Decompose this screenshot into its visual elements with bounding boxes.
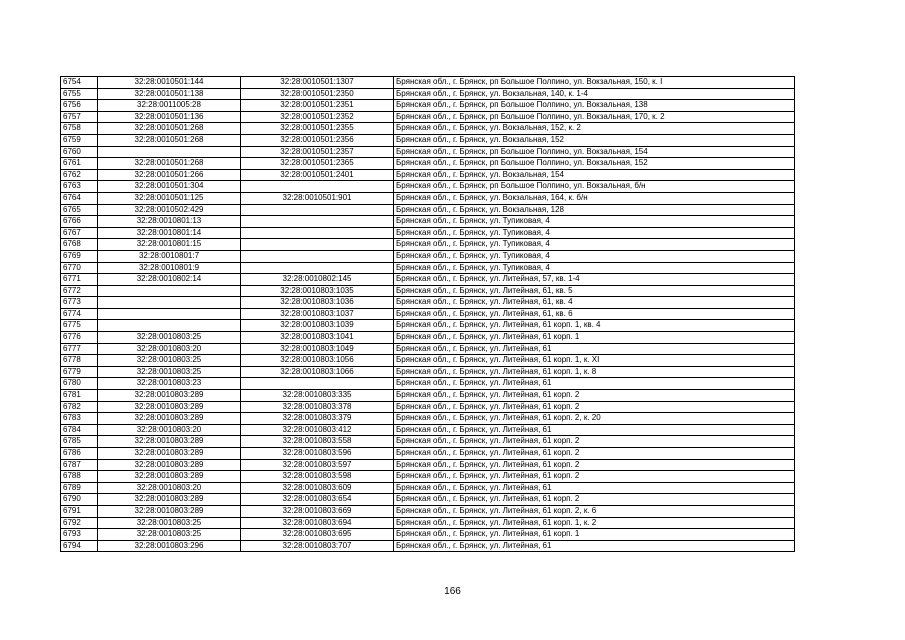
land-cadastral-number-cell: 32:28:0010803:289: [98, 413, 241, 425]
land-cadastral-number-cell: 32:28:0010801:15: [98, 239, 241, 251]
object-cadastral-number-cell: 32:28:0010803:412: [241, 424, 394, 436]
land-cadastral-number-cell: 32:28:0010801:7: [98, 250, 241, 262]
row-number-cell: 6783: [61, 413, 98, 425]
land-cadastral-number-cell: 32:28:0010803:296: [98, 540, 241, 552]
land-cadastral-number-cell: 32:28:0010803:25: [98, 366, 241, 378]
table-row: [61, 146, 795, 158]
table-row: [61, 297, 795, 309]
land-cadastral-number-cell: 32:28:0010501:268: [98, 123, 241, 135]
address-cell: Брянская обл., г. Брянск, рп Большое Полпино, ул. Вокзальная, 138: [394, 100, 795, 112]
row-number-cell: 6758: [61, 123, 98, 135]
land-cadastral-number-cell: 32:28:0010501:144: [98, 77, 241, 89]
row-number-cell: 6755: [61, 88, 98, 100]
row-number-cell: 6778: [61, 355, 98, 367]
land-cadastral-number-cell: 32:28:0010801:14: [98, 227, 241, 239]
land-cadastral-number-cell: 32:28:0010801:9: [98, 262, 241, 274]
row-number-cell: 6791: [61, 505, 98, 517]
address-cell: Брянская обл., г. Брянск, ул. Литейная, 61, кв. 5: [394, 285, 795, 297]
land-cadastral-number-cell: 32:28:0010501:136: [98, 111, 241, 123]
land-cadastral-number-cell: 32:28:0010501:304: [98, 181, 241, 193]
object-cadastral-number-cell: 32:28:0010803:1041: [241, 332, 394, 344]
object-cadastral-number-cell: 32:28:0010501:901: [241, 192, 394, 204]
table-row: [61, 320, 795, 332]
row-number-cell: 6762: [61, 169, 98, 181]
address-cell: Брянская обл., г. Брянск, ул. Литейная, 61 корп. 1: [394, 529, 795, 541]
land-cadastral-number-cell: 32:28:0010803:289: [98, 494, 241, 506]
row-number-cell: 6766: [61, 216, 98, 228]
row-number-cell: 6771: [61, 274, 98, 286]
address-cell: Брянская обл., г. Брянск, рп Большое Полпино, ул. Вокзальная, 170, к. 2: [394, 111, 795, 123]
row-number-cell: 6757: [61, 111, 98, 123]
row-number-cell: 6759: [61, 134, 98, 146]
land-cadastral-number-cell: 32:28:0010803:289: [98, 448, 241, 460]
object-cadastral-number-cell: 32:28:0010803:695: [241, 529, 394, 541]
object-cadastral-number-cell: 32:28:0010803:1035: [241, 285, 394, 297]
land-cadastral-number-cell: [98, 297, 241, 309]
address-cell: Брянская обл., г. Брянск, ул. Тупиковая, 4: [394, 262, 795, 274]
land-cadastral-number-cell: 32:28:0010501:138: [98, 88, 241, 100]
table-row: [61, 134, 795, 146]
land-cadastral-number-cell: [98, 285, 241, 297]
address-cell: Брянская обл., г. Брянск, ул. Литейная, 61 корп. 1, к. 8: [394, 366, 795, 378]
address-cell: Брянская обл., г. Брянск, ул. Литейная, 61 корп. 2: [394, 401, 795, 413]
table-row: [61, 494, 795, 506]
land-cadastral-number-cell: 32:28:0010803:23: [98, 378, 241, 390]
row-number-cell: 6794: [61, 540, 98, 552]
address-cell: Брянская обл., г. Брянск, ул. Тупиковая, 4: [394, 250, 795, 262]
table-row: [61, 517, 795, 529]
land-cadastral-number-cell: 32:28:0011005:28: [98, 100, 241, 112]
address-cell: Брянская обл., г. Брянск, ул. Литейная, 61, кв. 6: [394, 308, 795, 320]
row-number-cell: 6777: [61, 343, 98, 355]
address-cell: Брянская обл., г. Брянск, ул. Литейная, 61 корп. 2, к. 6: [394, 505, 795, 517]
row-number-cell: 6774: [61, 308, 98, 320]
table-row: [61, 227, 795, 239]
address-cell: Брянская обл., г. Брянск, ул. Тупиковая, 4: [394, 239, 795, 251]
table-row: [61, 482, 795, 494]
land-cadastral-number-cell: [98, 146, 241, 158]
object-cadastral-number-cell: [241, 239, 394, 251]
row-number-cell: 6763: [61, 181, 98, 193]
land-cadastral-number-cell: 32:28:0010803:25: [98, 332, 241, 344]
land-cadastral-number-cell: 32:28:0010801:13: [98, 216, 241, 228]
row-number-cell: 6780: [61, 378, 98, 390]
row-number-cell: 6776: [61, 332, 98, 344]
object-cadastral-number-cell: 32:28:0010803:1037: [241, 308, 394, 320]
table-row: [61, 88, 795, 100]
address-cell: Брянская обл., г. Брянск, рп Большое Полпино, ул. Вокзальная, 152: [394, 158, 795, 170]
table-row: [61, 378, 795, 390]
table-row: [61, 77, 795, 89]
address-cell: Брянская обл., г. Брянск, ул. Вокзальная, 128: [394, 204, 795, 216]
table-row: [61, 390, 795, 402]
row-number-cell: 6764: [61, 192, 98, 204]
object-cadastral-number-cell: 32:28:0010803:1036: [241, 297, 394, 309]
land-cadastral-number-cell: 32:28:0010803:289: [98, 436, 241, 448]
land-cadastral-number-cell: 32:28:0010803:289: [98, 390, 241, 402]
object-cadastral-number-cell: 32:28:0010802:145: [241, 274, 394, 286]
table-row: [61, 540, 795, 552]
row-number-cell: 6768: [61, 239, 98, 251]
address-cell: Брянская обл., г. Брянск, ул. Тупиковая, 4: [394, 227, 795, 239]
table-row: [61, 343, 795, 355]
row-number-cell: 6761: [61, 158, 98, 170]
land-cadastral-number-cell: 32:28:0010803:25: [98, 529, 241, 541]
row-number-cell: 6765: [61, 204, 98, 216]
address-cell: Брянская обл., г. Брянск, ул. Вокзальная, 152: [394, 134, 795, 146]
object-cadastral-number-cell: 32:28:0010803:1066: [241, 366, 394, 378]
land-cadastral-number-cell: 32:28:0010802:14: [98, 274, 241, 286]
address-cell: Брянская обл., г. Брянск, рп Большое Полпино, ул. Вокзальная, б/н: [394, 181, 795, 193]
table-row: [61, 181, 795, 193]
object-cadastral-number-cell: 32:28:0010501:2365: [241, 158, 394, 170]
table-row: [61, 216, 795, 228]
object-cadastral-number-cell: 32:28:0010501:1307: [241, 77, 394, 89]
table-row: [61, 355, 795, 367]
row-number-cell: 6793: [61, 529, 98, 541]
table-row: [61, 100, 795, 112]
object-cadastral-number-cell: 32:28:0010803:694: [241, 517, 394, 529]
land-cadastral-number-cell: [98, 308, 241, 320]
object-cadastral-number-cell: [241, 181, 394, 193]
table-row: [61, 413, 795, 425]
table-row: [61, 308, 795, 320]
object-cadastral-number-cell: 32:28:0010803:1039: [241, 320, 394, 332]
row-number-cell: 6756: [61, 100, 98, 112]
address-cell: Брянская обл., г. Брянск, ул. Вокзальная, 164, к. б/н: [394, 192, 795, 204]
address-cell: Брянская обл., г. Брянск, ул. Литейная, 61 корп. 2: [394, 459, 795, 471]
object-cadastral-number-cell: 32:28:0010803:378: [241, 401, 394, 413]
row-number-cell: 6787: [61, 459, 98, 471]
object-cadastral-number-cell: [241, 216, 394, 228]
table-row: [61, 158, 795, 170]
table-row: [61, 111, 795, 123]
land-cadastral-number-cell: [98, 320, 241, 332]
row-number-cell: 6773: [61, 297, 98, 309]
object-cadastral-number-cell: 32:28:0010501:2351: [241, 100, 394, 112]
table-row: [61, 123, 795, 135]
object-cadastral-number-cell: 32:28:0010803:598: [241, 471, 394, 483]
land-cadastral-number-cell: 32:28:0010803:20: [98, 343, 241, 355]
object-cadastral-number-cell: 32:28:0010501:2350: [241, 88, 394, 100]
row-number-cell: 6789: [61, 482, 98, 494]
row-number-cell: 6772: [61, 285, 98, 297]
address-cell: Брянская обл., г. Брянск, ул. Вокзальная, 152, к. 2: [394, 123, 795, 135]
row-number-cell: 6767: [61, 227, 98, 239]
address-cell: Брянская обл., г. Брянск, рп Большое Полпино, ул. Вокзальная, 150, к. I: [394, 77, 795, 89]
table-row: [61, 424, 795, 436]
object-cadastral-number-cell: 32:28:0010803:558: [241, 436, 394, 448]
address-cell: Брянская обл., г. Брянск, ул. Литейная, 61 корп. 2: [394, 494, 795, 506]
address-cell: Брянская обл., г. Брянск, ул. Литейная, 61: [394, 343, 795, 355]
row-number-cell: 6788: [61, 471, 98, 483]
land-cadastral-number-cell: 32:28:0010803:25: [98, 355, 241, 367]
address-cell: Брянская обл., г. Брянск, ул. Литейная, 61 корп. 1, к. XI: [394, 355, 795, 367]
row-number-cell: 6790: [61, 494, 98, 506]
land-cadastral-number-cell: 32:28:0010501:268: [98, 134, 241, 146]
object-cadastral-number-cell: 32:28:0010803:707: [241, 540, 394, 552]
land-cadastral-number-cell: 32:28:0010501:268: [98, 158, 241, 170]
object-cadastral-number-cell: [241, 250, 394, 262]
object-cadastral-number-cell: 32:28:0010501:2357: [241, 146, 394, 158]
address-cell: Брянская обл., г. Брянск, ул. Литейная, 61 корп. 2, к. 20: [394, 413, 795, 425]
cadastral-registry-table: [60, 76, 795, 552]
table-row: [61, 529, 795, 541]
row-number-cell: 6769: [61, 250, 98, 262]
object-cadastral-number-cell: 32:28:0010501:2401: [241, 169, 394, 181]
address-cell: Брянская обл., г. Брянск, ул. Литейная, 61 корп. 2: [394, 471, 795, 483]
table-row: [61, 239, 795, 251]
address-cell: Брянская обл., г. Брянск, ул. Литейная, 61 корп. 2: [394, 448, 795, 460]
object-cadastral-number-cell: 32:28:0010501:2355: [241, 123, 394, 135]
address-cell: Брянская обл., г. Брянск, ул. Литейная, 57, кв. 1-4: [394, 274, 795, 286]
land-cadastral-number-cell: 32:28:0010803:25: [98, 517, 241, 529]
land-cadastral-number-cell: 32:28:0010803:289: [98, 401, 241, 413]
object-cadastral-number-cell: 32:28:0010501:2356: [241, 134, 394, 146]
table-row: [61, 192, 795, 204]
land-cadastral-number-cell: 32:28:0010501:125: [98, 192, 241, 204]
object-cadastral-number-cell: 32:28:0010803:609: [241, 482, 394, 494]
table-row: [61, 250, 795, 262]
land-cadastral-number-cell: 32:28:0010803:289: [98, 505, 241, 517]
object-cadastral-number-cell: 32:28:0010803:597: [241, 459, 394, 471]
row-number-cell: 6785: [61, 436, 98, 448]
address-cell: Брянская обл., г. Брянск, ул. Вокзальная, 140, к. 1-4: [394, 88, 795, 100]
object-cadastral-number-cell: 32:28:0010803:654: [241, 494, 394, 506]
table-row: [61, 285, 795, 297]
row-number-cell: 6784: [61, 424, 98, 436]
row-number-cell: 6770: [61, 262, 98, 274]
address-cell: Брянская обл., г. Брянск, ул. Литейная, 61: [394, 378, 795, 390]
address-cell: Брянская обл., г. Брянск, ул. Литейная, 61, кв. 4: [394, 297, 795, 309]
row-number-cell: 6754: [61, 77, 98, 89]
row-number-cell: 6779: [61, 366, 98, 378]
address-cell: Брянская обл., г. Брянск, ул. Литейная, 61: [394, 482, 795, 494]
page-number: 166: [444, 586, 461, 597]
address-cell: Брянская обл., г. Брянск, рп Большое Полпино, ул. Вокзальная, 154: [394, 146, 795, 158]
row-number-cell: 6781: [61, 390, 98, 402]
table-row: [61, 436, 795, 448]
table-row: [61, 274, 795, 286]
object-cadastral-number-cell: [241, 262, 394, 274]
table-row: [61, 459, 795, 471]
address-cell: Брянская обл., г. Брянск, ул. Литейная, 61 корп. 2: [394, 390, 795, 402]
object-cadastral-number-cell: 32:28:0010803:596: [241, 448, 394, 460]
object-cadastral-number-cell: [241, 227, 394, 239]
object-cadastral-number-cell: 32:28:0010803:669: [241, 505, 394, 517]
address-cell: Брянская обл., г. Брянск, ул. Тупиковая, 4: [394, 216, 795, 228]
object-cadastral-number-cell: 32:28:0010803:1049: [241, 343, 394, 355]
table-row: [61, 262, 795, 274]
object-cadastral-number-cell: 32:28:0010803:379: [241, 413, 394, 425]
object-cadastral-number-cell: 32:28:0010803:1056: [241, 355, 394, 367]
address-cell: Брянская обл., г. Брянск, ул. Литейная, 61 корп. 1, к. 2: [394, 517, 795, 529]
table-row: [61, 448, 795, 460]
address-cell: Брянская обл., г. Брянск, ул. Литейная, 61 корп. 2: [394, 436, 795, 448]
table-row: [61, 332, 795, 344]
land-cadastral-number-cell: 32:28:0010803:289: [98, 459, 241, 471]
land-cadastral-number-cell: 32:28:0010803:20: [98, 482, 241, 494]
table-row: [61, 471, 795, 483]
registry-table-body: [61, 77, 795, 552]
row-number-cell: 6760: [61, 146, 98, 158]
object-cadastral-number-cell: [241, 204, 394, 216]
table-row: [61, 401, 795, 413]
object-cadastral-number-cell: [241, 378, 394, 390]
table-row: [61, 505, 795, 517]
object-cadastral-number-cell: 32:28:0010501:2352: [241, 111, 394, 123]
land-cadastral-number-cell: 32:28:0010803:289: [98, 471, 241, 483]
address-cell: Брянская обл., г. Брянск, ул. Литейная, 61 корп. 1, кв. 4: [394, 320, 795, 332]
table-row: [61, 169, 795, 181]
row-number-cell: 6775: [61, 320, 98, 332]
address-cell: Брянская обл., г. Брянск, ул. Литейная, 61: [394, 424, 795, 436]
row-number-cell: 6792: [61, 517, 98, 529]
row-number-cell: 6786: [61, 448, 98, 460]
object-cadastral-number-cell: 32:28:0010803:335: [241, 390, 394, 402]
address-cell: Брянская обл., г. Брянск, ул. Вокзальная, 154: [394, 169, 795, 181]
land-cadastral-number-cell: 32:28:0010803:20: [98, 424, 241, 436]
land-cadastral-number-cell: 32:28:0010501:266: [98, 169, 241, 181]
address-cell: Брянская обл., г. Брянск, ул. Литейная, 61: [394, 540, 795, 552]
row-number-cell: 6782: [61, 401, 98, 413]
table-row: [61, 366, 795, 378]
table-row: [61, 204, 795, 216]
land-cadastral-number-cell: 32:28:0010502:429: [98, 204, 241, 216]
address-cell: Брянская обл., г. Брянск, ул. Литейная, 61 корп. 1: [394, 332, 795, 344]
